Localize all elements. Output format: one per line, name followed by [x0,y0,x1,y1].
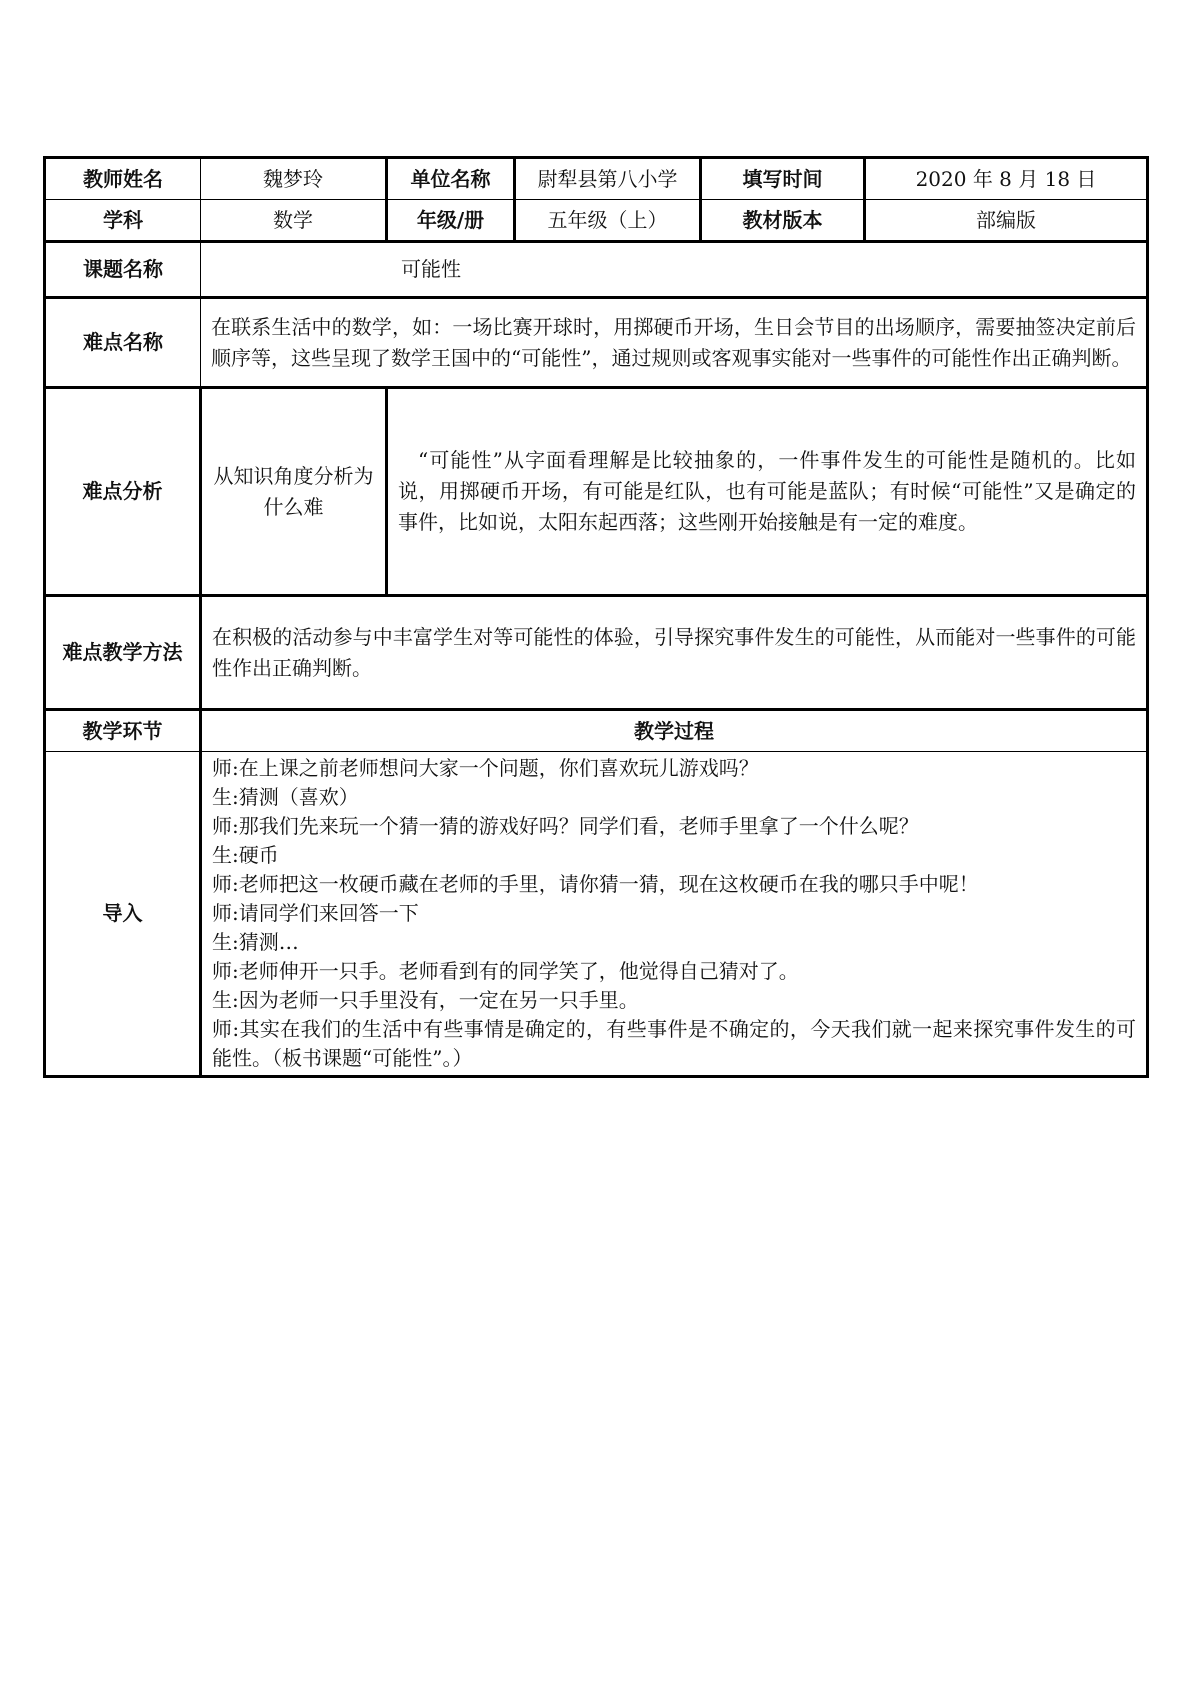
difficulty-row [45,298,1148,388]
method-label: 难点教学方法 [45,596,201,710]
subject-label: 学科 [45,200,201,242]
topic-value: 可能性 [201,242,1148,298]
dialogue-line-6: 师:请同学们来回答一下 [212,901,419,925]
dialogue-line-1: 师:在上课之前老师想问大家一个问题，你们喜欢玩儿游戏吗？ [212,756,759,780]
intro-dialogue [201,752,1148,1077]
topic-label: 课题名称 [45,242,201,298]
analysis-row [45,388,1148,596]
fill-date-value: 2020 年 8 月 18 日 [865,158,1148,200]
intro-label: 导入 [45,752,201,1077]
method-row [45,596,1148,710]
unit-name-label: 单位名称 [387,158,515,200]
dialogue-line-10: 师:其实在我们的生活中有些事情是确定的，有些事件是不确定的，今天我们就一起来探究事件发生的可能性。（板书课题“可能性”。） [212,1017,1136,1070]
difficulty-label: 难点名称 [45,298,201,388]
dialogue-line-9: 生:因为老师一只手里没有，一定在另一只手里。 [212,988,639,1012]
process-header-row [45,710,1148,752]
edition-value: 部编版 [865,200,1148,242]
grade-value: 五年级（上） [515,200,701,242]
stage-header-label: 教学环节 [45,710,201,752]
difficulty-text: 在联系生活中的数学，如：一场比赛开球时，用掷硬币开场，生日会节目的出场顺序，需要抽签决定前后顺序等，这些呈现了数学王国中的“可能性”，通过规则或客观事实能对一些事件的可能性作出正确判断。 [201,298,1148,388]
subject-value: 数学 [201,200,387,242]
dialogue-line-5: 师:老师把这一枚硬币藏在老师的手里，请你猜一猜，现在这枚硬币在我的哪只手中呢！ [212,872,979,896]
topic-row [45,242,1148,298]
fill-date-label: 填写时间 [701,158,865,200]
lesson-plan-sheet [43,156,1146,1078]
dialogue-line-7: 生:猜测… [212,930,299,954]
grade-label: 年级/册 [387,200,515,242]
unit-name-value: 尉犁县第八小学 [515,158,701,200]
dialogue-line-8: 师:老师伸开一只手。老师看到有的同学笑了，他觉得自己猜对了。 [212,959,799,983]
dialogue-line-4: 生:硬币 [212,843,279,867]
analysis-text [387,388,1148,596]
analysis-sub-label: 从知识角度分析为什么难 [201,388,387,596]
lesson-plan-table [43,156,1149,1078]
process-header-label: 教学过程 [201,710,1148,752]
analysis-paragraph: “可能性”从字面看理解是比较抽象的，一件事件发生的可能性是随机的。比如说，用掷硬币开场，有可能是红队，也有可能是蓝队；有时候“可能性”又是确定的事件，比如说，太阳东起西落；这些刚开始接触是有一定的难度。 [398,448,1136,534]
edition-label: 教材版本 [701,200,865,242]
header-row-2 [45,200,1148,242]
teacher-name-value: 魏梦玲 [201,158,387,200]
teacher-name-label: 教师姓名 [45,158,201,200]
method-text: 在积极的活动参与中丰富学生对等可能性的体验，引导探究事件发生的可能性，从而能对一些事件的可能性作出正确判断。 [201,596,1148,710]
dialogue-line-2: 生:猜测（喜欢） [212,785,359,809]
intro-row [45,752,1148,1077]
dialogue-line-3: 师:那我们先来玩一个猜一猜的游戏好吗？同学们看，老师手里拿了一个什么呢？ [212,814,919,838]
header-row-1 [45,158,1148,200]
analysis-label: 难点分析 [45,388,201,596]
